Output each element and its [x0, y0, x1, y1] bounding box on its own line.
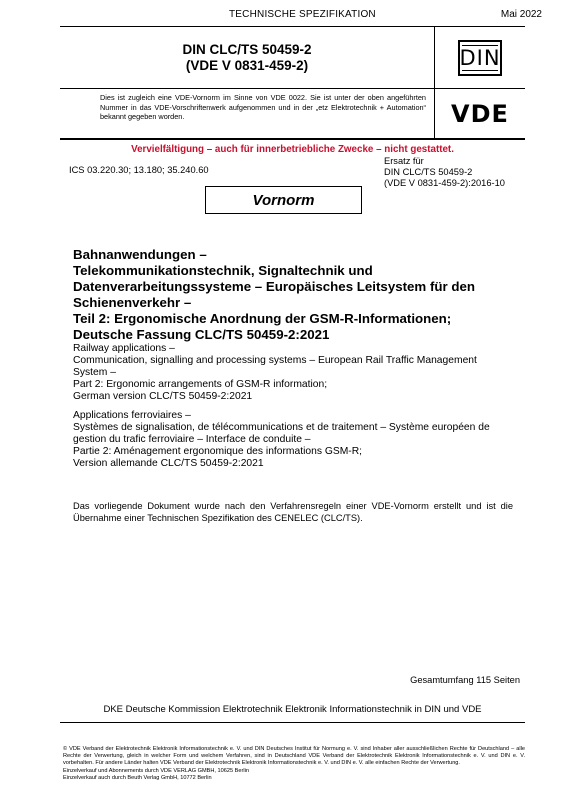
din-logo-text: DIN: [459, 45, 501, 70]
title-en-line: Communication, signalling and processing systems – European Rail Traffic Management: [73, 355, 477, 366]
din-logo: [458, 40, 502, 76]
title-row: [60, 27, 525, 89]
title-de-line: Telekommunikationstechnik, Signaltechnik und: [73, 263, 373, 278]
info-row: [60, 89, 525, 139]
replacement-din: DIN CLC/TS 50459-2: [384, 167, 473, 177]
title-block: [60, 26, 525, 140]
document-number-box: [60, 27, 435, 89]
dke-line: DKE Deutsche Kommission Elektrotechnik Elektronik Informationstechnik in DIN und VDE: [60, 704, 525, 723]
title-de-line: Bahnanwendungen –: [73, 247, 207, 262]
copyright-notice: © VDE Verband der Elektrotechnik Elektronik Informationstechnik e. V. und DIN Deutsches Institut für Normung e. V. sind Inhaber aller ausschließlichen Rechte für Deutschland – alle Rechte der Verwertung, gleich in welcher Form und welchem Verfahren, sind in Deutschland VDE Verband der Elektrotechnik Elektronik Informationstechnik e. V. und DIN e. V. vorbehalten. Für andere Länder halten VDE Verband der Elektrotechnik Elektronik Informationstechnik e. V. und DIN e. V. alle einfachen Rechte der Verwertung.: [63, 746, 525, 767]
vde-number: (VDE V 0831-459-2): [185, 58, 309, 73]
replacement-vde: (VDE V 0831-459-2):2016-10: [384, 178, 505, 188]
vde-logo-cell: [435, 89, 525, 138]
replacement-label: Ersatz für: [384, 156, 424, 166]
title-en-line: Part 2: Ergonomic arrangements of GSM-R information;: [73, 379, 328, 390]
replacement-info: [384, 156, 505, 189]
total-pages: Gesamtumfang 115 Seiten: [410, 675, 520, 685]
title-de-line: Teil 2: Ergonomische Anordnung der GSM-R-Informationen;: [73, 311, 452, 326]
title-en-line: System –: [73, 367, 116, 378]
footer: [63, 746, 525, 782]
vde-info-text: Dies ist zugleich eine VDE-Vornorm im Sinne von VDE 0022. Sie ist unter der oben angeführten Nummer in das VDE-Vorschriftenwerk aufgenommen und in der „etz Elektrotechnik + Automation“ bekannt gegeben worden.: [100, 93, 426, 121]
title-german: [73, 247, 518, 343]
document-kind: Vornorm: [252, 191, 315, 209]
title-fr-line: Applications ferroviaires –: [73, 410, 191, 421]
title-fr-line: Version allemande CLC/TS 50459-2:2021: [73, 458, 264, 469]
title-de-line: Datenverarbeitungssysteme – Europäisches Leitsystem für den: [73, 279, 476, 294]
procedure-note: Das vorliegende Dokument wurde nach den Verfahrensregeln einer VDE-Vornorm erstellt und ist die Übernahme einer Technischen Spezifikation des CENELEC (CLC/TS).: [73, 501, 513, 523]
spec-type-label: TECHNISCHE SPEZIFIKATION: [229, 9, 376, 20]
title-en-line: Railway applications –: [73, 343, 175, 354]
vde-logo: VDE: [451, 99, 509, 128]
title-french: [73, 410, 518, 470]
document-kind-box: [205, 186, 362, 214]
title-fr-line: Systèmes de signalisation, de télécommunications et de traitement – Système européen de: [73, 422, 490, 433]
reproduction-warning: Vervielfältigung – auch für innerbetriebliche Zwecke – nicht gestattet.: [131, 144, 454, 155]
title-fr-line: Partie 2: Aménagement ergonomique des informations GSM-R;: [73, 446, 363, 457]
ics-codes: ICS 03.220.30; 13.180; 35.240.60: [69, 165, 209, 175]
sales-beuth: Einzelverkauf auch durch Beuth Verlag GmbH, 10772 Berlin: [63, 774, 212, 781]
title-de-line: Schienenverkehr –: [73, 295, 192, 310]
publication-date: Mai 2022: [500, 9, 542, 20]
sales-vde: Einzelverkauf und Abonnements durch VDE VERLAG GMBH, 10625 Berlin: [63, 767, 249, 774]
title-english: [73, 343, 518, 403]
din-logo-cell: [435, 27, 525, 88]
title-fr-line: gestion du trafic ferroviaire – Interface de conduite –: [73, 434, 311, 445]
info-box: [60, 89, 435, 138]
title-en-line: German version CLC/TS 50459-2:2021: [73, 391, 253, 402]
title-de-line: Deutsche Fassung CLC/TS 50459-2:2021: [73, 327, 330, 342]
din-number: DIN CLC/TS 50459-2: [182, 42, 312, 57]
